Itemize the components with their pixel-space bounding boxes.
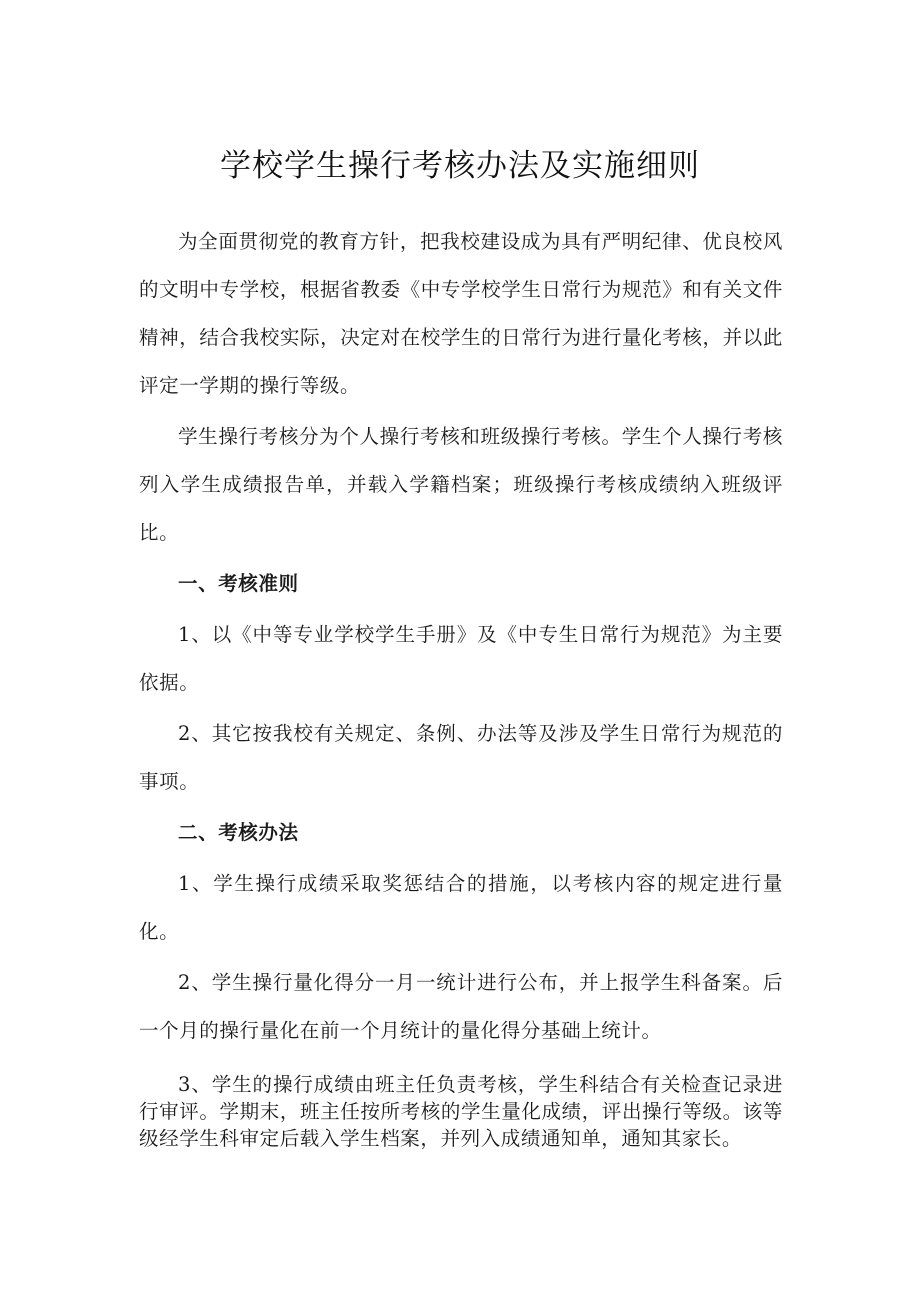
methods-item-1: 1、学生操行成绩采取奖惩结合的措施，以考核内容的规定进行量化。 [139,872,783,943]
document-title: 学校学生操行考核办法及实施细则 [220,148,700,184]
section-heading-methods: 二、考核办法 [178,821,299,844]
criteria-item-1: 1、以《中等专业学校学生手册》及《中专生日常行为规范》为主要依据。 [139,623,783,694]
criteria-item-2: 2、其它按我校有关规定、条例、办法等及涉及学生日常行为规范的事项。 [139,722,783,793]
methods-item-3: 3、学生的操行成绩由班主任负责考核，学生科结合有关检查记录进行审评。学期末，班主任按所考核的学生量化成绩，评出操行等级。该等级经学生科审定后载入学生档案，并列入成绩通知单，通知其家长。 [139,1073,783,1150]
methods-item-2: 2、学生操行量化得分一月一统计进行公布，并上报学生科备案。后一个月的操行量化在前一个月统计的量化得分基础上统计。 [139,971,783,1042]
document-body [139,218,783,1152]
section-heading-criteria: 一、考核准则 [178,572,299,595]
intro-paragraph-1: 为全面贯彻党的教育方针，把我校建设成为具有严明纪律、优良校风的文明中专学校，根据省教委《中专学校学生日常行为规范》和有关文件精神，结合我校实际，决定对在校学生的日常行为进行量化考核，并以此评定一学期的操行等级。 [139,230,783,397]
intro-paragraph-2: 学生操行考核分为个人操行考核和班级操行考核。学生个人操行考核列入学生成绩报告单，并载入学籍档案；班级操行考核成绩纳入班级评比。 [139,425,783,544]
